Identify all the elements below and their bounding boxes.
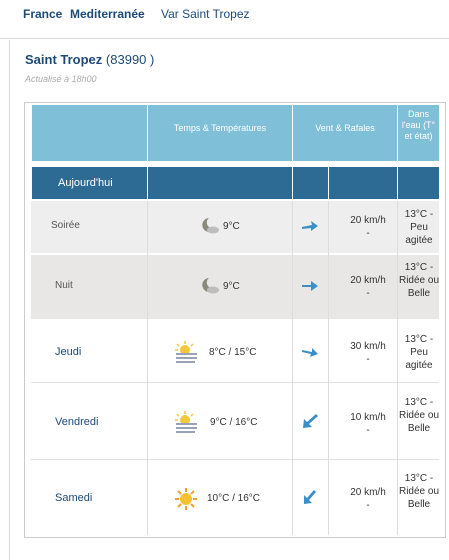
today-bar-arrow bbox=[292, 167, 328, 199]
row-wind-gust: - bbox=[366, 425, 370, 436]
column-divider bbox=[397, 201, 398, 535]
row-wind-speed: 10 km/h bbox=[350, 412, 386, 423]
sun-fog-icon bbox=[173, 411, 199, 436]
header-empty-cell bbox=[31, 105, 147, 161]
column-divider bbox=[147, 201, 148, 535]
wind-arrow-east-icon bbox=[301, 278, 319, 297]
today-bar-temps bbox=[147, 167, 292, 199]
wind-arrow-southwest-icon bbox=[301, 488, 319, 509]
row-wind-speed: 20 km/h bbox=[350, 487, 386, 498]
row-label: Soirée bbox=[51, 220, 80, 231]
row-wind-gust: - bbox=[366, 500, 370, 511]
row-label: Samedi bbox=[55, 492, 93, 504]
row-temp: 9°C / 16°C bbox=[210, 417, 258, 428]
row-water: 13°C - Ridée ou Belle bbox=[398, 397, 440, 434]
header-vent-label: Vent & Rafales bbox=[315, 123, 375, 133]
forecast-table bbox=[24, 102, 446, 538]
city-title bbox=[25, 52, 154, 67]
breadcrumb bbox=[0, 0, 449, 39]
forecast-row bbox=[31, 321, 439, 383]
row-wind-gust: - bbox=[366, 354, 370, 365]
header-vent bbox=[292, 105, 397, 161]
row-wind bbox=[334, 274, 402, 300]
forecast-row bbox=[31, 384, 439, 460]
city-name: Saint Tropez bbox=[25, 52, 103, 67]
header-eau-label: Dans l'eau (T° et état) bbox=[401, 109, 436, 141]
today-bar-wind bbox=[328, 167, 397, 199]
row-wind bbox=[334, 214, 402, 240]
wind-arrow-east-icon bbox=[301, 218, 319, 237]
row-wind-speed: 20 km/h bbox=[350, 275, 386, 286]
sun-icon bbox=[174, 487, 198, 514]
forecast-row bbox=[31, 255, 439, 319]
header-eau bbox=[397, 105, 439, 161]
row-wind bbox=[334, 411, 402, 437]
update-time: Actualisé à 18h00 bbox=[25, 74, 97, 84]
today-label: Aujourd'hui bbox=[58, 177, 113, 189]
row-wind bbox=[334, 340, 402, 366]
row-label: Vendredi bbox=[55, 416, 99, 428]
city-postcode: (83990 ) bbox=[105, 52, 155, 67]
header-temps-label: Temps & Températures bbox=[173, 123, 267, 133]
column-divider bbox=[328, 201, 329, 535]
wind-arrow-east-icon bbox=[301, 344, 319, 363]
row-wind-gust: - bbox=[366, 228, 370, 239]
sun-fog-icon bbox=[173, 341, 199, 366]
today-bar-water bbox=[397, 167, 439, 199]
row-water: 13°C - Peu agitée bbox=[404, 334, 434, 371]
today-label-cell bbox=[31, 167, 147, 199]
column-divider bbox=[292, 201, 293, 535]
wind-arrow-southwest-icon bbox=[301, 412, 319, 433]
row-wind bbox=[334, 486, 402, 512]
row-label: Nuit bbox=[55, 280, 73, 291]
row-temp: 8°C / 15°C bbox=[209, 347, 257, 358]
header-temps bbox=[147, 105, 292, 161]
row-wind-gust: - bbox=[366, 288, 370, 299]
forecast-row bbox=[31, 461, 439, 535]
moon-cloud-icon bbox=[199, 275, 221, 300]
breadcrumb-mediterranee-link[interactable]: Mediterranée bbox=[70, 7, 145, 21]
row-temp: 9°C bbox=[223, 221, 240, 232]
moon-cloud-icon bbox=[199, 215, 221, 240]
row-water: 13°C - Ridée ou Belle bbox=[398, 473, 440, 510]
row-temp: 9°C bbox=[223, 281, 240, 292]
breadcrumb-var-saint-tropez-link[interactable]: Var Saint Tropez bbox=[161, 7, 250, 21]
row-temp: 10°C / 16°C bbox=[207, 493, 261, 504]
forecast-row bbox=[31, 201, 439, 253]
row-wind-speed: 20 km/h bbox=[350, 215, 386, 226]
row-water: 13°C - Peu agitée bbox=[404, 209, 434, 246]
row-label: Jeudi bbox=[55, 346, 82, 358]
breadcrumb-france-link[interactable]: France bbox=[23, 7, 63, 21]
row-wind-speed: 30 km/h bbox=[350, 341, 386, 352]
row-water: 13°C - Ridée ou Belle bbox=[398, 262, 440, 299]
